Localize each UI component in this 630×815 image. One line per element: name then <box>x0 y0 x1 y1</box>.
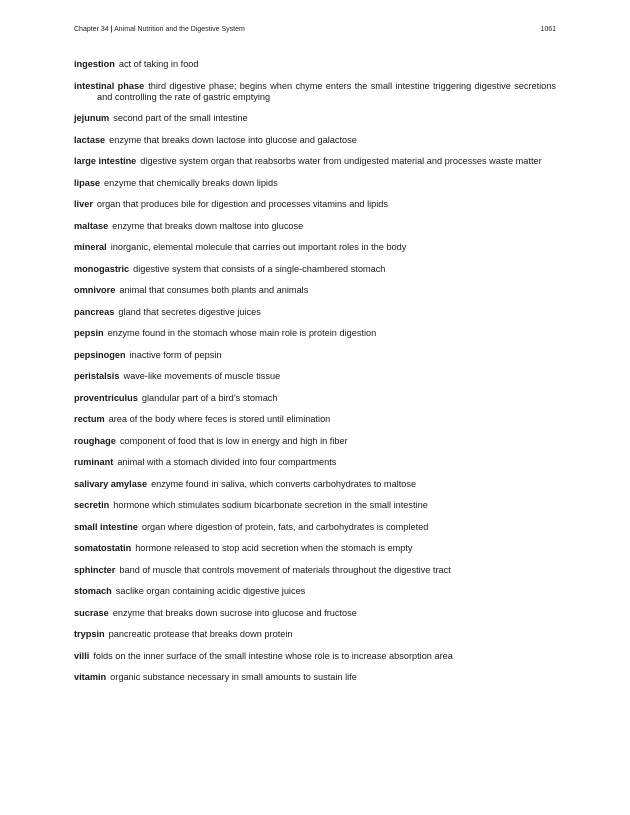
chapter-title <box>74 25 245 35</box>
glossary-term: liver <box>74 199 93 209</box>
glossary-term: sucrase <box>74 607 109 618</box>
glossary-definition: digestive system organ that reabsorbs water from undigested material and processes waste matter <box>140 156 542 166</box>
glossary-term: mineral <box>74 242 107 252</box>
glossary-term: sphincter <box>74 564 116 575</box>
glossary-definition: organ that produces bile for digestion and processes vitamins and lipids <box>96 199 389 209</box>
glossary-entry <box>74 436 556 447</box>
header-separator: | <box>110 26 113 33</box>
glossary-definition: enzyme that breaks down maltose into glucose <box>112 220 304 231</box>
glossary-definition: animal with a stomach divided into four compartments <box>117 457 337 467</box>
glossary-definition: component of food that is low in energy and high in fiber <box>119 435 348 446</box>
glossary-definition: enzyme found in the stomach whose main role is protein digestion <box>107 328 377 338</box>
glossary-term: salivary amylase <box>74 478 148 489</box>
glossary-term: large intestine <box>74 156 137 166</box>
glossary-definition: folds on the inner surface of the small intestine whose role is to increase absorption area <box>93 650 453 661</box>
glossary-definition: area of the body where feces is stored until elimination <box>108 414 331 424</box>
glossary-term: somatostatin <box>74 543 132 553</box>
glossary-definition: pancreatic protease that breaks down protein <box>108 629 293 639</box>
glossary-term: pancreas <box>74 306 115 317</box>
glossary-entry <box>74 629 556 640</box>
glossary-definition: hormone released to stop acid secretion when the stomach is empty <box>135 543 413 553</box>
glossary-entry <box>74 350 556 361</box>
glossary-entry <box>74 500 556 511</box>
glossary-term: proventriculus <box>74 392 138 403</box>
glossary-entry <box>74 264 556 275</box>
glossary-definition: saclike organ containing acidic digestive juices <box>115 586 306 596</box>
glossary-definition: enzyme that breaks down sucrose into glucose and fructose <box>112 607 357 618</box>
glossary-entry <box>74 328 556 339</box>
glossary-entry <box>74 371 556 382</box>
glossary-entry <box>74 285 556 296</box>
glossary-term: lipase <box>74 177 101 188</box>
glossary-term: vitamin <box>74 672 107 682</box>
chapter-name: Animal Nutrition and the Digestive System <box>114 26 245 33</box>
glossary-entry <box>74 113 556 124</box>
glossary-definition: animal that consumes both plants and animals <box>119 285 309 295</box>
glossary-term: omnivore <box>74 285 116 295</box>
glossary-term: pepsin <box>74 328 104 338</box>
glossary-entry <box>74 457 556 468</box>
glossary-term: pepsinogen <box>74 349 126 360</box>
glossary-term: roughage <box>74 435 116 446</box>
glossary-entry <box>74 393 556 404</box>
glossary-definition: inactive form of pepsin <box>129 349 222 360</box>
glossary-entry <box>74 479 556 490</box>
glossary-entry <box>74 178 556 189</box>
glossary-term: ruminant <box>74 457 114 467</box>
glossary-definition: second part of the small intestine <box>113 113 248 123</box>
glossary-entry <box>74 135 556 146</box>
glossary-entry <box>74 156 556 167</box>
glossary-term: rectum <box>74 414 105 424</box>
glossary-term: maltase <box>74 220 109 231</box>
glossary-term: intestinal phase <box>74 80 145 91</box>
glossary-definition: glandular part of a bird’s stomach <box>141 392 278 403</box>
glossary-definition: third digestive phase; begins when chyme enters the small intestine triggering digestive secretions and controlling the rate of gastric emptying <box>97 80 556 102</box>
glossary-term: lactase <box>74 134 106 145</box>
glossary-entry <box>74 59 556 70</box>
glossary-entry <box>74 543 556 554</box>
glossary-term: trypsin <box>74 629 105 639</box>
glossary-definition: organic substance necessary in small amounts to sustain life <box>110 672 357 682</box>
glossary-definition: hormone which stimulates sodium bicarbonate secretion in the small intestine <box>113 500 428 510</box>
glossary-definition: inorganic, elemental molecule that carries out important roles in the body <box>110 242 407 252</box>
glossary-entry <box>74 672 556 683</box>
glossary-term: small intestine <box>74 521 138 532</box>
glossary-definition: band of muscle that controls movement of materials throughout the digestive tract <box>119 564 451 575</box>
glossary-definition: organ where digestion of protein, fats, and carbohydrates is completed <box>141 521 429 532</box>
glossary-definition: gland that secretes digestive juices <box>118 306 261 317</box>
glossary-entry <box>74 565 556 576</box>
glossary-term: stomach <box>74 586 112 596</box>
glossary-entry <box>74 199 556 210</box>
glossary-definition: wave-like movements of muscle tissue <box>123 371 281 381</box>
glossary-entry <box>74 221 556 232</box>
glossary-definition: act of taking in food <box>118 59 199 69</box>
glossary-list <box>74 59 556 694</box>
glossary-term: monogastric <box>74 263 130 274</box>
glossary-entry <box>74 522 556 533</box>
glossary-entry <box>74 651 556 662</box>
glossary-term: jejunum <box>74 113 110 123</box>
glossary-definition: enzyme found in saliva, which converts carbohydrates to maltose <box>151 478 417 489</box>
glossary-term: ingestion <box>74 59 115 69</box>
page-number: 1061 <box>540 26 556 33</box>
glossary-term: secretin <box>74 500 110 510</box>
glossary-term: villi <box>74 650 90 661</box>
glossary-entry <box>74 307 556 318</box>
glossary-definition: enzyme that chemically breaks down lipids <box>104 177 278 188</box>
glossary-definition: enzyme that breaks down lactose into glucose and galactose <box>109 134 357 145</box>
glossary-term: peristalsis <box>74 371 120 381</box>
glossary-entry <box>74 414 556 425</box>
glossary-entry <box>74 81 556 103</box>
glossary-entry <box>74 608 556 619</box>
glossary-entry <box>74 586 556 597</box>
glossary-definition: digestive system that consists of a single-chambered stomach <box>133 263 386 274</box>
chapter-label: Chapter 34 <box>74 26 109 33</box>
glossary-entry <box>74 242 556 253</box>
